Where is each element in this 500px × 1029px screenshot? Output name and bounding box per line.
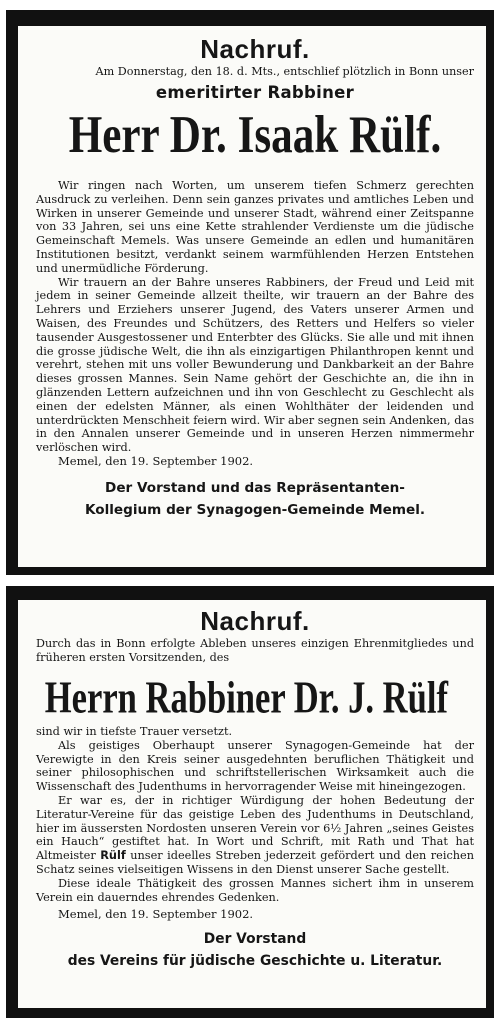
signature — [36, 477, 474, 521]
body-lead: sind wir in tiefste Trauer versetzt. — [36, 725, 233, 738]
signature-line: des Vereins für jüdische Geschichte u. Literatur. — [67, 953, 443, 970]
body-paragraph: Wir trauern an der Bahre unseres Rabbiners, der Freud und Leid mit jedem in seiner Gemeinde allzeit theilte, wir trauern an der Bahre des Lehrers und Erziehers unserer Jugend, des Vaters unserer Armen und Waisen, des Freundes und Schützers, des Retters und Helfers so vieler tausender Ausgestossener und Enterbter des Glücks. Sie alle und mit ihnen die grosse jüdische Welt, die ihn als einzigartigen Philanthropen kennt und verehrt, stehen mit uns voller Bewunderung und Dankbarkeit an der Bahre dieses grossen Mannes. Sein Name gehört der Geschichte an, die ihn in glänzenden Lettern aufzeichnen und ihn von Geschlecht zu Geschlecht als einen der edelsten Männer, als einen Wohlthäter der leidenden und unterdrückten Menschheit feiern wird. Wir aber segnen sein Andenken, das in den Annalen unserer Gemeinde und in unseren Herzen nimmermehr verlöschen wird. — [36, 275, 474, 455]
notice-intro: Durch das in Bonn erfolgte Ableben unseres einzigen Ehrenmitgliedes und früheren ersten Vorsitzenden, des — [36, 637, 474, 664]
signature-line: Kollegium der Synagogen-Gemeinde Memel. — [84, 501, 426, 518]
dateline: Memel, den 19. September 1902. — [58, 907, 254, 922]
body-paragraph — [36, 794, 474, 877]
notice-body — [36, 725, 474, 922]
text-segment: Er war es, der in richtiger Würdigung der hohen Bedeutung der Literatur-Vereine für das geistige Leben des Judenthums in Deutschland, hier im äussersten Nordosten unseren Verein vor 6½ Jahren „seines Geistes ein Hauch“ gestiftet hat. In Wort und Schrift, mit Rath und That hat Altmeister — [36, 793, 474, 863]
signature-line: Der Vorstand und das Repräsentanten- — [105, 479, 405, 496]
deceased-name: Herr Dr. Isaak Rülf. — [68, 105, 442, 165]
notice-panel — [18, 600, 486, 1008]
text-segment: unser ideelles Streben jederzeit gefördert und den reichen Schatz seines vielseitigen Wissens in den Dienst unserer Sache gestellt. — [36, 849, 475, 876]
obituary-notice-synagogue-community — [6, 10, 494, 575]
signature — [36, 928, 474, 972]
notice-subtitle: emeritirter Rabbiner — [155, 83, 355, 102]
dateline: Memel, den 19. September 1902. — [58, 453, 254, 468]
emphasized-name: Rülf — [100, 849, 126, 863]
body-paragraph: Wir ringen nach Worten, um unserem tiefen Schmerz gerechten Ausdruck zu verleihen. Denn sein ganzes privates und amtliches Leben und Wirken in unserer Gemeinde und unserer Stadt, während einer Zeitspanne von 33 Jahren, sei uns eine Kette strahlender Verdienste um die jüdische Gemeinschaft Memels. Was unsere Gemeinde an edlen und humanitären Institutionen besitzt, verdankt seinem warmfühlenden Herzen Entstehen und unermüdliche Förderung. — [36, 179, 474, 275]
deceased-name: Herrn Rabbiner Dr. J. Rülf — [44, 672, 448, 723]
signature-line: Der Vorstand — [203, 931, 307, 948]
notice-title: Nachruf. — [200, 34, 310, 64]
body-paragraph: Als geistiges Oberhaupt unserer Synagogen-Gemeinde hat der Verewigte in den Kreis seiner ausgedehnten beruflichen Thätigkeit und seiner philosophischen und schriftstellerischen Wirksamkeit auch die Wissenschaft des Judenthums in hervorragender Weise mit hineingezogen. — [36, 738, 474, 794]
notice-title: Nachruf. — [200, 606, 310, 636]
obituary-notice-literature-society — [6, 586, 494, 1018]
notice-intro: Am Donnerstag, den 18. d. Mts., entschlief plötzlich in Bonn unser — [95, 65, 474, 78]
notice-body — [36, 179, 474, 469]
body-paragraph: Diese ideale Thätigkeit des grossen Mannes sichert ihm in unserem Verein ein dauerndes ehrendes Gedenken. — [36, 876, 474, 904]
notice-panel — [18, 26, 486, 567]
